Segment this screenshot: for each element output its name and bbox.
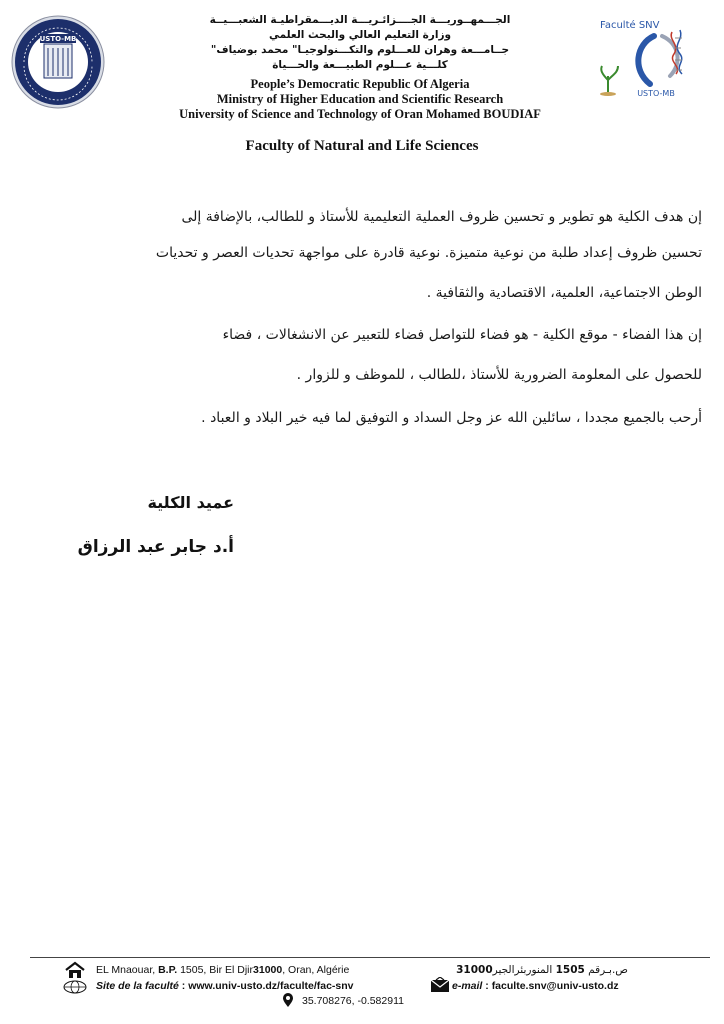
paragraph-2-line-2: للحصول على المعلومة الضرورية للأستاذ ،للطالب ، للموظف و للزوار . <box>296 367 702 383</box>
paragraph-1-line-2: تحسين ظروف إعداد طلبة من نوعية متميزة. نوعية قادرة على مواجهة تحديات العصر و تحديات <box>155 245 702 261</box>
header-arabic-line-2: وزارة التعليم العالي والبحث العلمي <box>268 29 452 41</box>
seal-center-text: USTO-MB <box>39 35 77 43</box>
header-arabic-line-1: الجـــمهــوريـــة الجــــزائـريـــة الديـــمقراطيـة الشعبـــيــة <box>209 14 511 26</box>
footer-coordinates: 35.708276, -0.582911 <box>302 995 404 1007</box>
mail-icon <box>430 977 450 993</box>
header-arabic-line-3: جــامـــعة وهران للعـــلوم والتكـــنولوجيـا" محمد بوضياف" <box>210 44 510 56</box>
footer-divider <box>30 957 710 958</box>
footer-email: e-mail : faculte.snv@univ-usto.dz <box>452 980 619 992</box>
paragraph-1-line-3: الوطن الاجتماعية، العلمية، الاقتصادية والثقافية . <box>426 285 702 301</box>
home-icon <box>64 961 86 979</box>
university-seal-logo <box>10 14 106 110</box>
footer-address-arabic: ص.بـرقم 1505 المنوربئرالجير31000 <box>456 964 628 976</box>
faculty-snv-logo <box>596 14 706 106</box>
header-arabic-line-4: كلـــية عـــلوم الطبيـــعة والحـــياة <box>272 59 448 71</box>
faculty-title: Faculty of Natural and Life Sciences <box>245 138 479 154</box>
snv-logo-sublabel: USTO-MB <box>637 89 675 98</box>
paragraph-2-line-1: إن هذا الفضاء - موقع الكلية - هو فضاء للتواصل فضاء للتعبير عن الانشغالات ، فضاء <box>222 327 702 343</box>
header-english-line-3: University of Science and Technology of Oran Mohamed BOUDIAF <box>179 107 541 121</box>
snv-logo-label: Faculté SNV <box>600 20 660 31</box>
paragraph-1-line-1: إن هدف الكلية هو تطوير و تحسين ظروف العملية التعليمية للأستاذ و للطالب، بالإضافة إلى <box>181 209 702 225</box>
dean-name: أ.د جابر عبد الرزاق <box>77 537 234 557</box>
map-pin-icon <box>282 992 294 1008</box>
footer-address: EL Mnaouar, B.P. 1505, Bir El Djir31000, Oran, Algérie <box>96 964 350 976</box>
dean-title: عميد الكلية <box>147 493 234 512</box>
header-english-line-2: Ministry of Higher Education and Scientific Research <box>216 92 504 106</box>
globe-icon <box>62 979 88 993</box>
footer-site: Site de la faculté : www.univ-usto.dz/faculte/fac-snv <box>96 980 354 992</box>
paragraph-3: أرحب بالجميع مجددا ، سائلين الله عز وجل السداد و التوفيق لما فيه خير البلاد و العباد . <box>201 410 702 426</box>
header-english-line-1: People’s Democratic Republic Of Algeria <box>250 77 470 91</box>
